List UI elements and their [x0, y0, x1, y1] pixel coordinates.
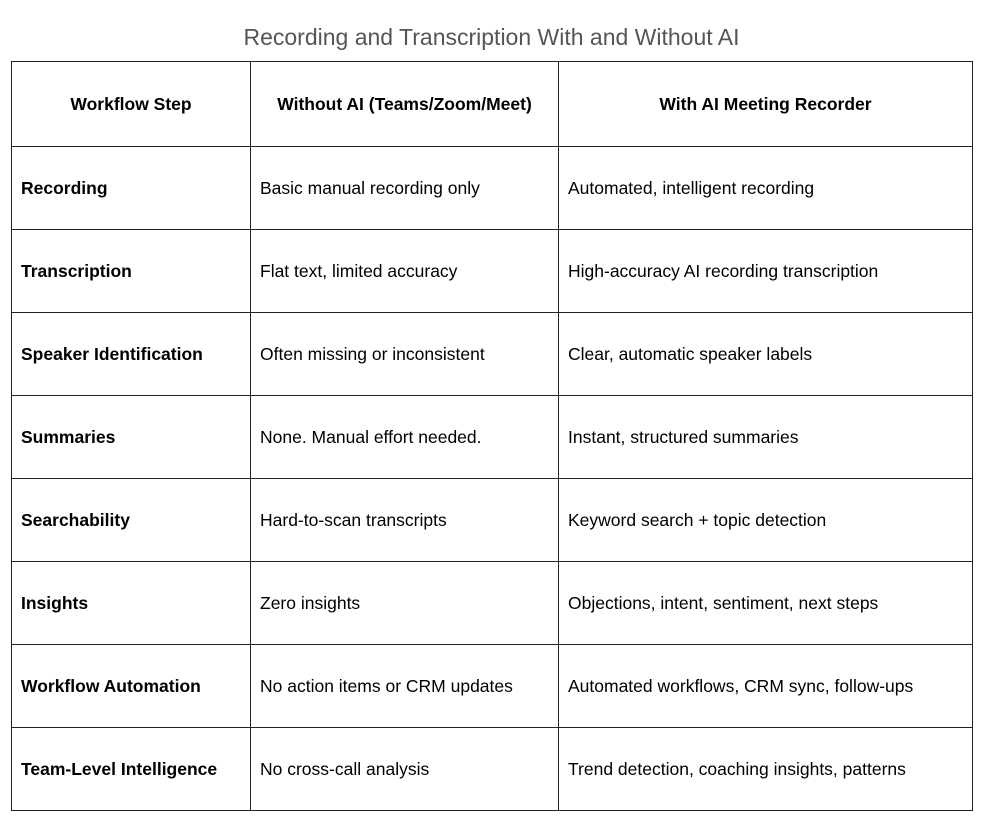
- table-row: [12, 479, 973, 562]
- table-row: [12, 230, 973, 313]
- row-without-ai: No cross-call analysis: [251, 728, 559, 811]
- row-with-ai: Automated, intelligent recording: [559, 147, 973, 230]
- row-with-ai: High-accuracy AI recording transcription: [559, 230, 973, 313]
- table-row: [12, 728, 973, 811]
- header-without-ai: Without AI (Teams/Zoom/Meet): [251, 62, 559, 147]
- row-without-ai: Basic manual recording only: [251, 147, 559, 230]
- row-with-ai: Instant, structured summaries: [559, 396, 973, 479]
- row-step: Recording: [12, 147, 251, 230]
- row-without-ai: Often missing or inconsistent: [251, 313, 559, 396]
- table-row: [12, 396, 973, 479]
- row-step: Team-Level Intelligence: [12, 728, 251, 811]
- row-step: Searchability: [12, 479, 251, 562]
- row-with-ai: Objections, intent, sentiment, next steps: [559, 562, 973, 645]
- row-with-ai: Automated workflows, CRM sync, follow-ups: [559, 645, 973, 728]
- table-row: [12, 645, 973, 728]
- table-row: [12, 562, 973, 645]
- row-step: Workflow Automation: [12, 645, 251, 728]
- row-without-ai: Zero insights: [251, 562, 559, 645]
- row-step: Insights: [12, 562, 251, 645]
- table-header-row: [12, 62, 973, 147]
- row-with-ai: Keyword search + topic detection: [559, 479, 973, 562]
- table-row: [12, 147, 973, 230]
- row-with-ai: Clear, automatic speaker labels: [559, 313, 973, 396]
- row-with-ai: Trend detection, coaching insights, patterns: [559, 728, 973, 811]
- page-title: Recording and Transcription With and Without AI: [243, 24, 740, 50]
- header-workflow-step: Workflow Step: [12, 62, 251, 147]
- row-without-ai: Flat text, limited accuracy: [251, 230, 559, 313]
- row-step: Transcription: [12, 230, 251, 313]
- row-step: Summaries: [12, 396, 251, 479]
- table-row: [12, 313, 973, 396]
- row-without-ai: Hard-to-scan transcripts: [251, 479, 559, 562]
- row-without-ai: No action items or CRM updates: [251, 645, 559, 728]
- header-with-ai: With AI Meeting Recorder: [559, 62, 973, 147]
- comparison-table: [11, 61, 973, 811]
- row-without-ai: None. Manual effort needed.: [251, 396, 559, 479]
- row-step: Speaker Identification: [12, 313, 251, 396]
